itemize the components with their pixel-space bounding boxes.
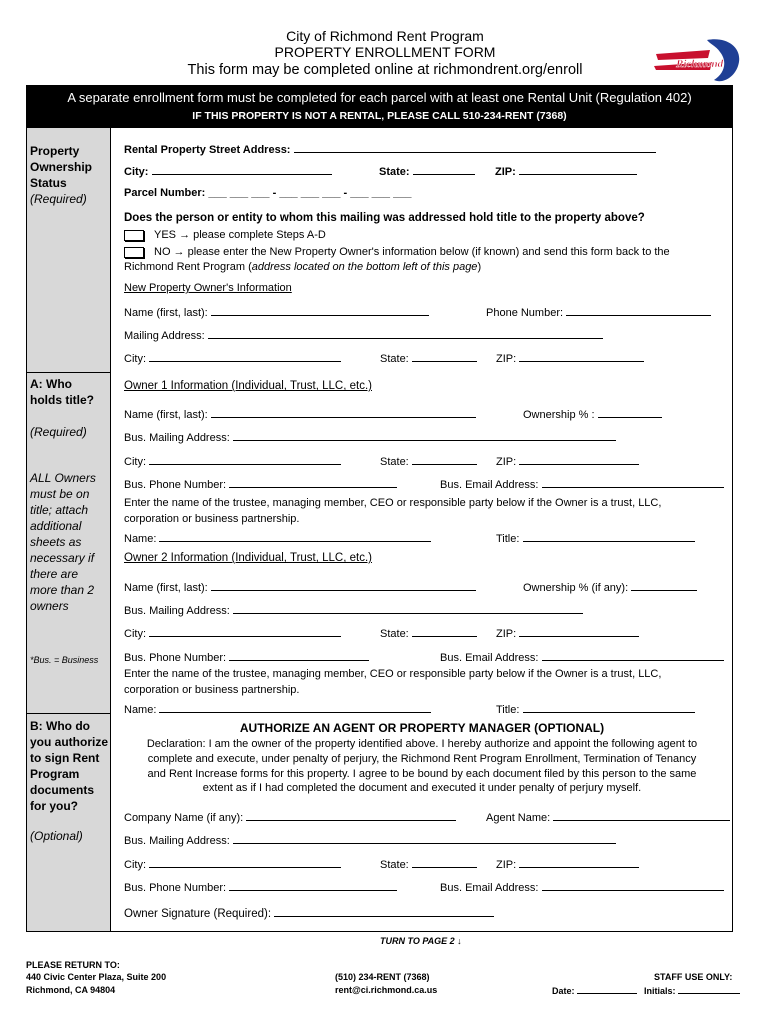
svg-text:Richmond: Richmond — [676, 58, 724, 70]
section-a-title: A: Who holds title? — [30, 377, 94, 407]
agent-bus-phone-field[interactable]: Bus. Phone Number: — [124, 880, 397, 894]
declaration-line-4: extent as if I had completed the document and executed it under penalty of perjury myself. — [202, 782, 642, 794]
agent-city-field[interactable]: City: — [124, 857, 341, 871]
contact-email: rent@ci.richmond.ca.us — [335, 985, 438, 995]
owner1-heading: Owner 1 Information (Individual, Trust, LLC, etc.) — [124, 380, 372, 392]
owner2-trustee-note: Enter the name of the trustee, managing member, CEO or responsible party below if the Owner is a trust, LLC, — [124, 668, 662, 680]
bus-abbrev-note: *Bus. = Business — [30, 655, 99, 665]
owner1-bus-mailing-field[interactable]: Bus. Mailing Address: — [124, 430, 616, 444]
owner2-responsible-name-field[interactable]: Name: — [124, 702, 431, 716]
owner1-name-field[interactable]: Name (first, last): — [124, 407, 476, 421]
turn-page-note: TURN TO PAGE 2 ↓ — [380, 936, 462, 946]
section-status-note: (Required) — [30, 192, 87, 206]
owner2-heading: Owner 2 Information (Individual, Trust, LLC, etc.) — [124, 552, 372, 564]
declaration-line-3: and Rent Increase forms for this property. I agree to be bound by each document filed by this person to the same — [147, 768, 697, 780]
owner1-state-field[interactable]: State: — [380, 454, 477, 468]
owner1-city-field[interactable]: City: — [124, 454, 341, 468]
owner1-responsible-title-field[interactable]: Title: — [496, 531, 695, 545]
new-owner-city-field[interactable]: City: — [124, 351, 341, 365]
section-a-extra: ALL Owners must be on title; attach additional sheets as necessary if there are more than 2 owners — [30, 471, 96, 613]
online-note: This form may be completed online at richmondrent.org/enroll — [187, 62, 583, 78]
agent-bus-mailing-field[interactable]: Bus. Mailing Address: — [124, 833, 616, 847]
notice-banner — [26, 85, 733, 128]
return-address-2: Richmond, CA 94804 — [26, 985, 116, 995]
declaration-line-2: complete and execute, under penalty of perjury, the Richmond Rent Program Enrollment, Termination of Tenancy — [147, 753, 697, 765]
street-address-field[interactable]: Rental Property Street Address: — [124, 142, 656, 156]
banner-line-1: A separate enrollment form must be completed for each parcel with at least one Rental Unit (Regulation 402) — [67, 90, 692, 105]
banner-line-2: IF THIS PROPERTY IS NOT A RENTAL, PLEASE CALL 510-234-RENT (7368) — [192, 110, 567, 122]
zip-field[interactable]: ZIP: — [495, 164, 637, 178]
new-owner-heading: New Property Owner's Information — [124, 282, 292, 294]
owner1-bus-email-field[interactable]: Bus. Email Address: — [440, 477, 724, 491]
section-status-title: Property Ownership Status — [30, 144, 93, 190]
owner2-bus-mailing-field[interactable]: Bus. Mailing Address: — [124, 603, 583, 617]
owner2-state-field[interactable]: State: — [380, 626, 477, 640]
new-owner-zip-field[interactable]: ZIP: — [496, 351, 644, 365]
owner-signature-field[interactable]: Owner Signature (Required): — [124, 906, 494, 920]
contact-phone: (510) 234-RENT (7368) — [335, 972, 430, 982]
richmond-logo — [652, 36, 742, 86]
section-b-note: (Optional) — [30, 829, 83, 843]
agent-name-field[interactable]: Agent Name: — [486, 810, 730, 824]
owner1-responsible-name-field[interactable]: Name: — [124, 531, 431, 545]
owner1-trustee-note-2: corporation or business partnership. — [124, 513, 300, 525]
divider — [26, 372, 111, 373]
agent-bus-email-field[interactable]: Bus. Email Address: — [440, 880, 724, 894]
agent-state-field[interactable]: State: — [380, 857, 477, 871]
staff-initials-field[interactable]: Initials: — [644, 985, 740, 996]
org-title: City of Richmond Rent Program — [286, 28, 484, 44]
owner2-bus-email-field[interactable]: Bus. Email Address: — [440, 650, 724, 664]
return-address-1: 440 Civic Center Plaza, Suite 200 — [26, 972, 167, 982]
owner1-trustee-note: Enter the name of the trustee, managing member, CEO or responsible party below if the Owner is a trust, LLC, — [124, 497, 662, 509]
authorize-agent-heading: AUTHORIZE AN AGENT OR PROPERTY MANAGER (OPTIONAL) — [239, 721, 605, 735]
owner2-responsible-title-field[interactable]: Title: — [496, 702, 695, 716]
owner1-ownership-field[interactable]: Ownership % : — [523, 407, 662, 421]
owner2-name-field[interactable]: Name (first, last): — [124, 580, 476, 594]
state-field[interactable]: State: — [379, 164, 475, 178]
section-b-title: B: Who do you authorize to sign Rent Program documents for you? — [30, 719, 109, 813]
declaration-line-1: Declaration: I am the owner of the property identified above. I hereby authorize and appoint the following agent to — [146, 738, 698, 750]
staff-use-label: STAFF USE ONLY: — [654, 972, 733, 982]
owner2-ownership-field[interactable]: Ownership % (if any): — [523, 580, 697, 594]
no-option[interactable]: NO → please enter the New Property Owner's information below (if known) and send this form back to the — [124, 246, 670, 258]
owner1-bus-phone-field[interactable]: Bus. Phone Number: — [124, 477, 397, 491]
form-title: PROPERTY ENROLLMENT FORM — [274, 44, 496, 60]
title-question: Does the person or entity to whom this mailing was addressed hold title to the property above? — [124, 212, 645, 224]
no-checkbox[interactable] — [124, 247, 144, 258]
return-title: PLEASE RETURN TO: — [26, 960, 120, 970]
agent-company-field[interactable]: Company Name (if any): — [124, 810, 456, 824]
yes-checkbox[interactable] — [124, 230, 144, 241]
agent-zip-field[interactable]: ZIP: — [496, 857, 639, 871]
yes-option[interactable]: YES → please complete Steps A-D — [124, 229, 326, 241]
owner1-zip-field[interactable]: ZIP: — [496, 454, 639, 468]
new-owner-name-field[interactable]: Name (first, last): — [124, 305, 429, 319]
staff-date-field[interactable]: Date: — [552, 985, 637, 996]
owner2-bus-phone-field[interactable]: Bus. Phone Number: — [124, 650, 369, 664]
new-owner-state-field[interactable]: State: — [380, 351, 477, 365]
owner2-city-field[interactable]: City: — [124, 626, 341, 640]
parcel-number-field[interactable]: Parcel Number: ___ ___ ___ - ___ ___ ___ - ___ ___ ___ — [124, 187, 412, 199]
owner2-trustee-note-2: corporation or business partnership. — [124, 684, 300, 696]
city-field[interactable]: City: — [124, 164, 332, 178]
section-a-note: (Required) — [30, 425, 87, 439]
owner2-zip-field[interactable]: ZIP: — [496, 626, 639, 640]
divider — [26, 713, 111, 714]
no-option-continued: Richmond Rent Program (address located on the bottom left of this page) — [124, 261, 482, 273]
new-owner-phone-field[interactable]: Phone Number: — [486, 305, 711, 319]
new-owner-mailing-field[interactable]: Mailing Address: — [124, 328, 603, 342]
